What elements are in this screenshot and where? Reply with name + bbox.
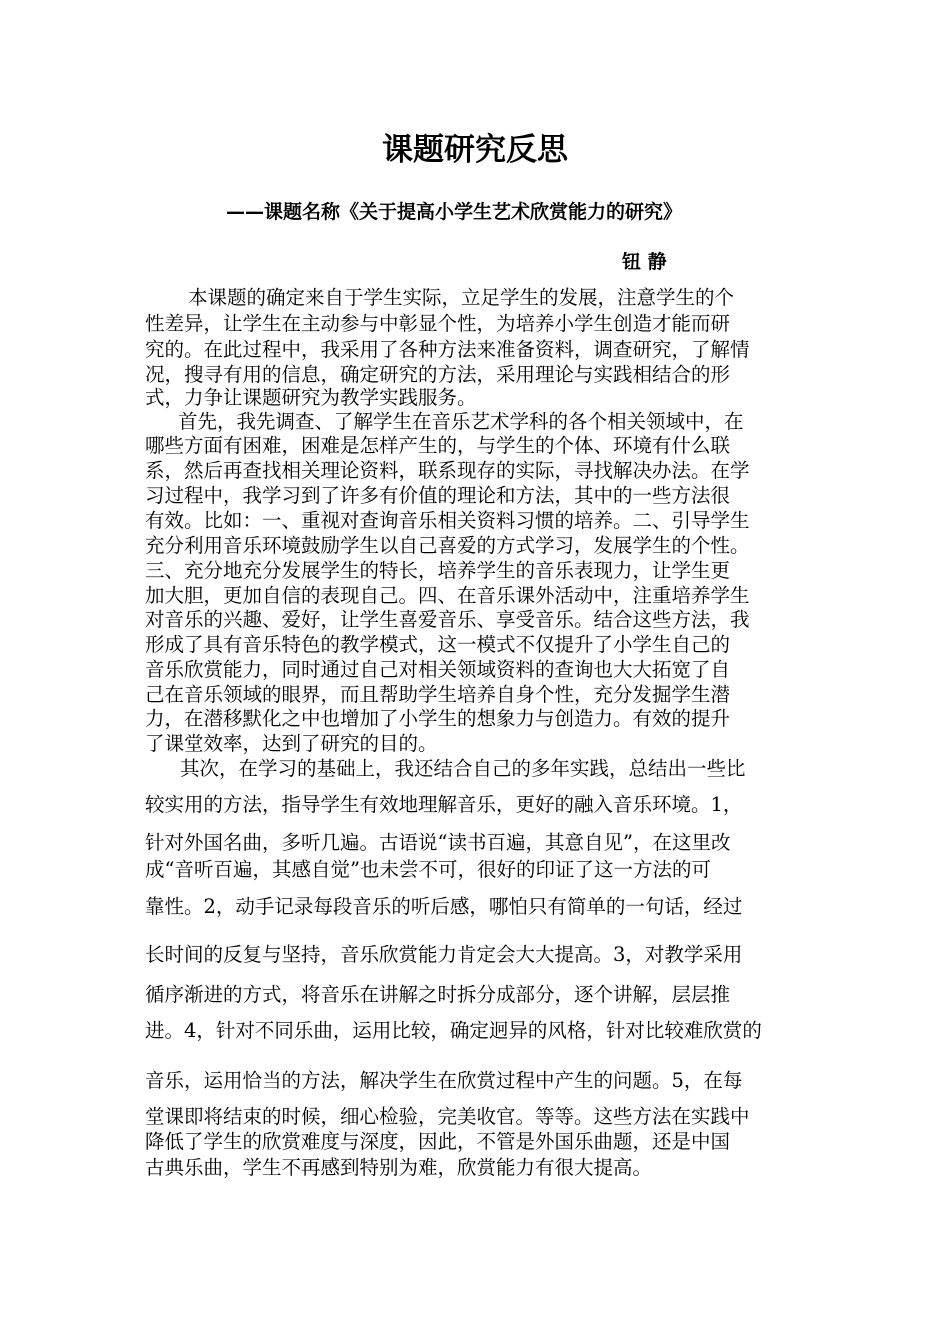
body-line: 究的。在此过程中，我采用了各种方法来准备资料，调查研究，了解情 <box>145 338 750 361</box>
body-line: 进。4，针对不同乐曲，运用比较，确定迥异的风格，针对比较难欣赏的 <box>145 1019 762 1042</box>
body-line: 式，力争让课题研究为教学实践服务。 <box>145 386 477 409</box>
body-line: 性差异，让学生在主动参与中彰显个性，为培养小学生创造才能而研 <box>145 312 731 335</box>
body-line: 古典乐曲，学生不再感到特别为难，欣赏能力有很大提高。 <box>145 1156 653 1179</box>
body-line: 本课题的确定来自于学生实际，立足学生的发展，注意学生的个 <box>188 286 735 309</box>
body-line: 习过程中，我学习到了许多有价值的理论和方法，其中的一些方法很 <box>145 484 731 507</box>
document-title: 课题研究反思 <box>382 132 568 168</box>
body-line: 加大胆，更加自信的表现自己。四、在音乐课外活动中，注重培养学生 <box>145 584 750 607</box>
body-line: 三、充分地充分发展学生的特长，培养学生的音乐表现力，让学生更 <box>145 559 731 582</box>
author-name: 钮 静 <box>622 251 667 273</box>
body-line: 对音乐的兴趣、爱好，让学生喜爱音乐、享受音乐。结合这些方法，我 <box>145 608 750 631</box>
body-line: 针对外国名曲，多听几遍。古语说“读书百遍，其意自见”，在这里改 <box>145 831 731 854</box>
body-line: 成“音听百遍，其感自觉”也未尝不可，很好的印证了这一方法的可 <box>145 858 711 881</box>
body-line: 较实用的方法，指导学生有效地理解音乐，更好的融入音乐环境。1， <box>145 793 743 816</box>
body-line: 哪些方面有困难，困难是怎样产生的，与学生的个体、环境有什么联 <box>145 434 731 457</box>
body-line: 首先，我先调查、了解学生在音乐艺术学科的各个相关领域中，在 <box>178 410 744 433</box>
body-line: 音乐，运用恰当的方法，解决学生在欣赏过程中产生的问题。5，在每 <box>145 1069 743 1092</box>
body-line: 长时间的反复与坚持，音乐欣赏能力肯定会大大提高。3，对教学采用 <box>145 943 743 966</box>
body-line: 循序渐进的方式，将音乐在讲解之时拆分成部分，逐个讲解，层层推 <box>145 983 731 1006</box>
body-line: 己在音乐领域的眼界，而且帮助学生培养自身个性，充分发掘学生潜 <box>145 683 731 706</box>
body-line: 力，在潜移默化之中也增加了小学生的想象力与创造力。有效的提升 <box>145 707 731 730</box>
body-line: 有效。比如：一、重视对查询音乐相关资料习惯的培养。二、引导学生 <box>145 509 750 532</box>
body-line: 降低了学生的欣赏难度与深度，因此，不管是外国乐曲题，还是中国 <box>145 1130 731 1153</box>
document-subtitle: ——课题名称《关于提高小学生艺术欣赏能力的研究》 <box>226 201 683 223</box>
body-line: 充分利用音乐环境鼓励学生以自己喜爱的方式学习，发展学生的个性。 <box>145 534 750 557</box>
body-line: 音乐欣赏能力，同时通过自己对相关领域资料的查询也大大拓宽了自 <box>145 658 731 681</box>
body-line: 系，然后再查找相关理论资料，联系现存的实际，寻找解决办法。在学 <box>145 459 750 482</box>
body-line: 形成了具有音乐特色的教学模式，这一模式不仅提升了小学生自己的 <box>145 633 731 656</box>
body-line: 况，搜寻有用的信息，确定研究的方法，采用理论与实践相结合的形 <box>145 363 731 386</box>
body-line: 其次，在学习的基础上，我还结合自己的多年实践，总结出一些比 <box>180 757 746 780</box>
body-line: 堂课即将结束的时候，细心检验，完美收官。等等。这些方法在实践中 <box>145 1105 750 1128</box>
body-line: 了课堂效率，达到了研究的目的。 <box>145 732 438 755</box>
body-line: 靠性。2，动手记录每段音乐的听后感，哪怕只有简单的一句话，经过 <box>145 895 743 918</box>
